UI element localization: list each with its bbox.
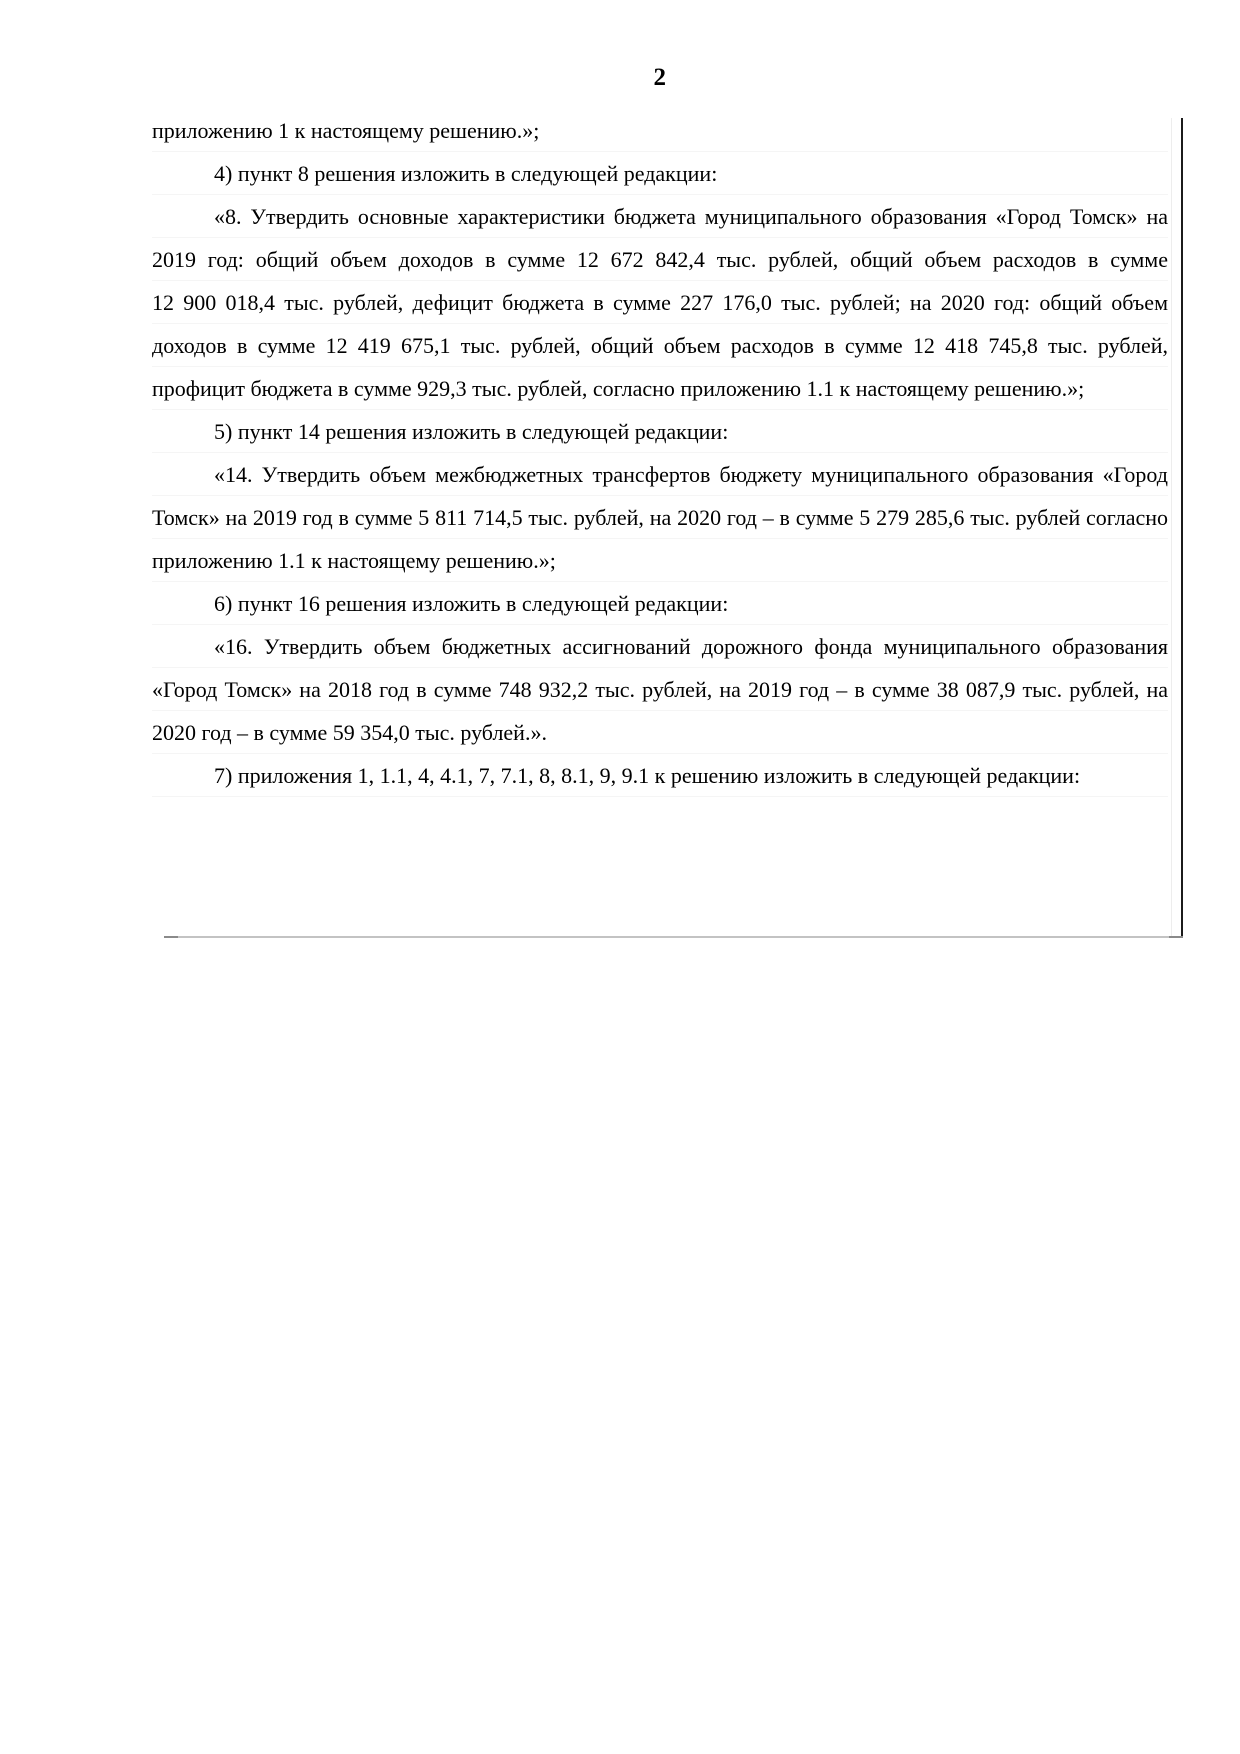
document-body: [152, 109, 1168, 797]
paragraph: «16. Утвердить объем бюджетных ассигнований дорожного фонда муниципального образования «Город Томск» на 2018 год в сумме 748 932,2 тыс. рублей, на 2019 год – в сумме 38 087,9 тыс. рублей, на 2020 год – в сумме 59 354,0 тыс. рублей.».: [152, 634, 1168, 745]
paragraph: приложению 1 к настоящему решению.»;: [152, 118, 540, 143]
frame-bottom-border-left-cap: [164, 936, 178, 938]
paragraph: «8. Утвердить основные характеристики бюджета муниципального образования «Город Томск» на 2019 год: общий объем доходов в сумме 12 672 842,4 тыс. рублей, общий объем расходов в сумме 12 900 018,4 тыс. рублей, дефицит бюджета в сумме 227 176,0 тыс. рублей; на 2020 год: общий объем доходов в сумме 12 419 675,1 тыс. рублей, общий объем расходов в сумме 12 418 745,8 тыс. рублей, профицит бюджета в сумме 929,3 тыс. рублей, согласно приложению 1.1 к настоящему решению.»;: [152, 204, 1168, 401]
frame-right-border: [1181, 118, 1183, 938]
page-number: 2: [653, 64, 667, 91]
paragraph: 4) пункт 8 решения изложить в следующей редакции:: [214, 161, 718, 186]
frame-bottom-border: [164, 936, 1183, 938]
paragraph: 7) приложения 1, 1.1, 4, 4.1, 7, 7.1, 8, 8.1, 9, 9.1 к решению изложить в следующей редакции:: [214, 763, 1081, 788]
paragraph: 5) пункт 14 решения изложить в следующей редакции:: [214, 419, 729, 444]
paragraph: «14. Утвердить объем межбюджетных трансфертов бюджету муниципального образования «Город Томск» на 2019 год в сумме 5 811 714,5 тыс. рублей, на 2020 год – в сумме 5 279 285,6 тыс. рублей согласно приложению 1.1 к настоящему решению.»;: [152, 462, 1168, 573]
frame-inner-border: [1171, 118, 1172, 937]
paragraph: 6) пункт 16 решения изложить в следующей редакции:: [214, 591, 729, 616]
frame-bottom-border-right-cap: [1169, 936, 1183, 938]
